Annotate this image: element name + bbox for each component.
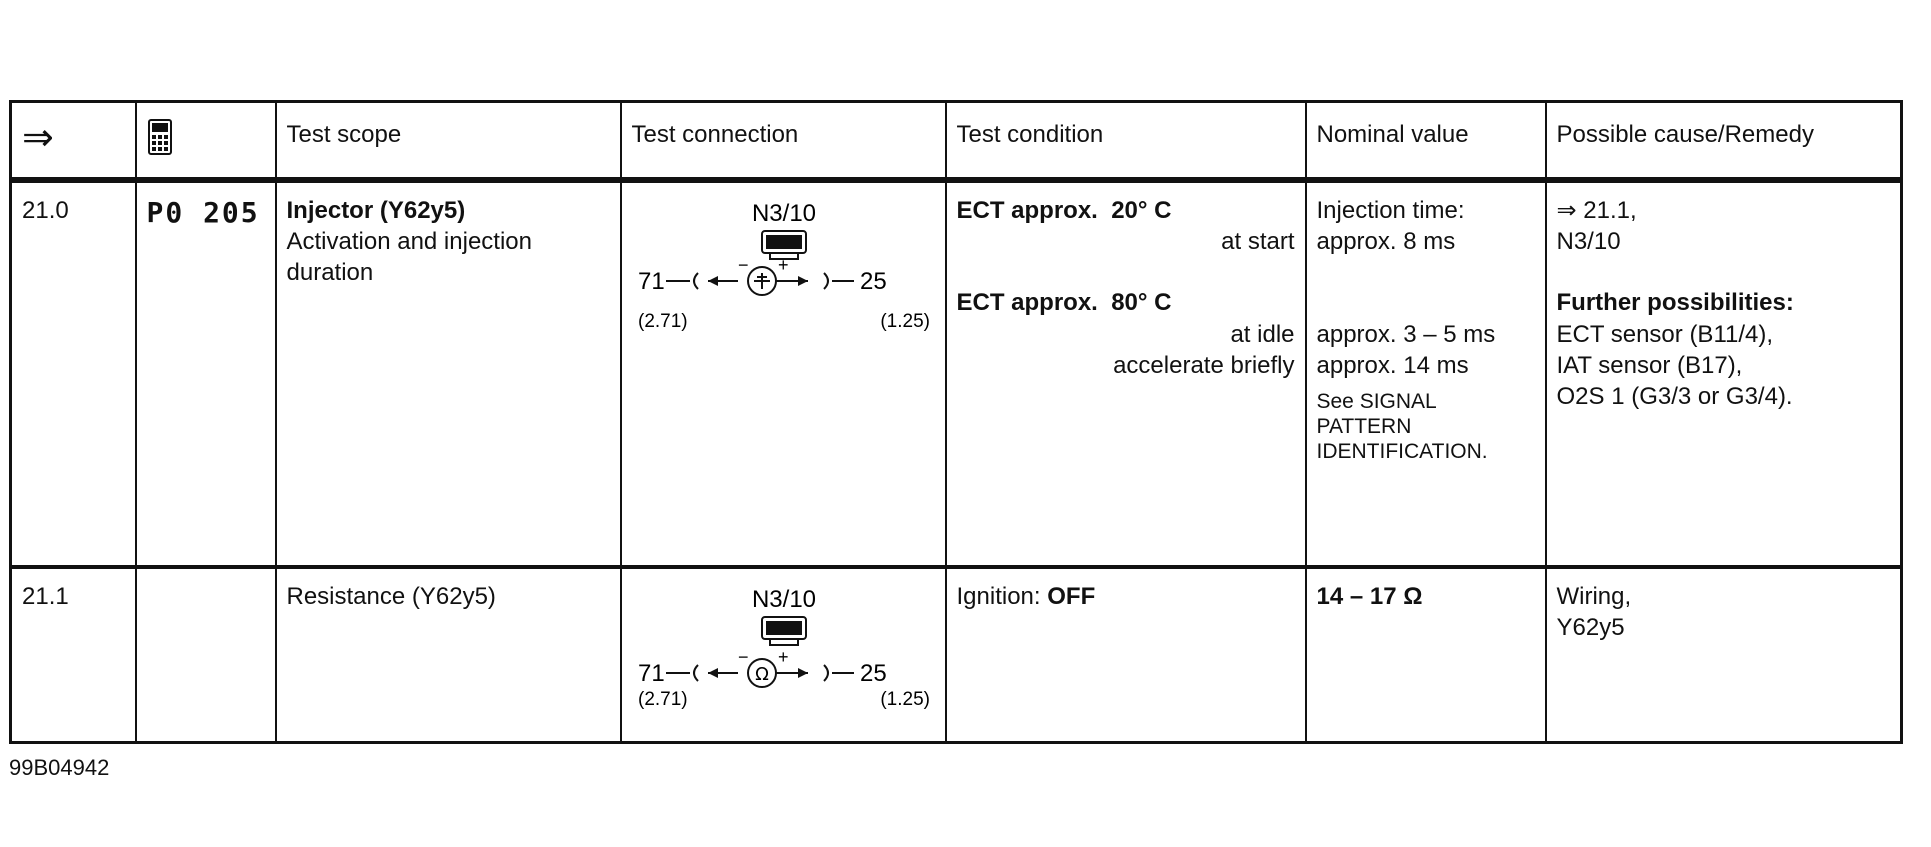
- cause-iat-sensor: IAT sensor (B17),: [1556, 351, 1743, 379]
- ref-left: (2.71): [637, 311, 688, 332]
- scope-title: Injector (Y62y5): [286, 197, 466, 224]
- test-connection-cell: [621, 180, 946, 567]
- possible-cause-cell: [1546, 180, 1902, 567]
- header-test-connection: Test connection: [621, 102, 946, 181]
- svg-text:−: −: [737, 255, 749, 275]
- cause-ref: ⇒ 21.1,: [1556, 197, 1637, 224]
- test-table: [9, 100, 1903, 744]
- condition-accelerate: accelerate briefly: [1113, 351, 1295, 379]
- condition-at-start: at start: [1221, 228, 1295, 256]
- svg-text:+: +: [777, 255, 789, 275]
- svg-text:Ω: Ω: [754, 664, 769, 685]
- connection-diagram: [632, 581, 937, 711]
- ref-left: (2.71): [637, 689, 688, 710]
- condition-ignition-value: OFF: [1047, 583, 1096, 610]
- header-possible-cause: Possible cause/Remedy: [1546, 102, 1902, 181]
- module-label: N3/10: [751, 200, 816, 227]
- cause-ect-sensor: ECT sensor (B11/4),: [1556, 320, 1774, 348]
- test-connection-cell: [621, 567, 946, 743]
- nominal-value-cell: [1306, 567, 1546, 743]
- header-test-scope: Test scope: [276, 102, 621, 181]
- scope-description: Activation and injection duration: [286, 228, 532, 287]
- header-row: [11, 102, 1902, 181]
- ohmmeter-icon: [748, 659, 776, 687]
- svg-text:−: −: [737, 647, 749, 667]
- cause-o2s: O2S 1 (G3/3 or G3/4).: [1556, 382, 1793, 410]
- module-connector-icon: [762, 617, 806, 645]
- pin-left: 71: [637, 660, 665, 687]
- nominal-resistance: 14 – 17 Ω: [1316, 583, 1423, 610]
- svg-text:+: +: [777, 647, 789, 667]
- pin-right: 25: [859, 268, 887, 295]
- figure-code: 99B04942: [9, 755, 110, 780]
- possible-cause-cell: [1546, 567, 1902, 743]
- cause-n3: N3/10: [1556, 228, 1621, 256]
- ref-right: (1.25): [879, 689, 930, 710]
- test-condition-cell: [946, 567, 1306, 743]
- nominal-approx-8: approx. 8 ms: [1316, 228, 1456, 256]
- pin-right: 25: [859, 660, 887, 687]
- cause-wiring: Wiring,: [1556, 583, 1632, 610]
- header-arrow: ⇒: [11, 102, 136, 181]
- nominal-value-cell: [1306, 180, 1546, 567]
- connection-diagram: [632, 195, 937, 335]
- table-row: [11, 567, 1902, 743]
- test-condition-cell: [946, 180, 1306, 567]
- step-number: 21.1: [11, 567, 136, 743]
- nominal-approx-3-5: approx. 3 – 5 ms: [1316, 320, 1496, 348]
- scan-tool-icon: [147, 119, 173, 155]
- test-scope-cell: [276, 567, 621, 743]
- nominal-injection-time: Injection time:: [1316, 197, 1465, 224]
- condition-at-idle: at idle: [1230, 320, 1295, 348]
- condition-ect-20: ECT approx. 20° C: [956, 197, 1172, 224]
- ref-right: (1.25): [879, 311, 930, 332]
- voltmeter-icon: [748, 267, 776, 295]
- header-test-condition: Test condition: [946, 102, 1306, 181]
- nominal-approx-14: approx. 14 ms: [1316, 351, 1469, 379]
- table-row: [11, 180, 1902, 567]
- cause-further: Further possibilities:: [1556, 289, 1794, 317]
- scope-title: Resistance (Y62y5): [286, 583, 496, 610]
- cause-component: Y62y5: [1556, 614, 1625, 642]
- fault-code: [136, 567, 276, 743]
- header-tester: [136, 102, 276, 181]
- nominal-see-signal: See SIGNAL PATTERN IDENTIFICATION.: [1316, 389, 1488, 464]
- fault-code: P0 205: [136, 180, 276, 567]
- test-scope-cell: [276, 180, 621, 567]
- condition-ect-80: ECT approx. 80° C: [956, 289, 1172, 317]
- pin-left: 71: [637, 268, 665, 295]
- module-label: N3/10: [751, 586, 816, 613]
- header-nominal-value: Nominal value: [1306, 102, 1546, 181]
- condition-ignition-label: Ignition:: [956, 583, 1048, 610]
- step-number: 21.0: [11, 180, 136, 567]
